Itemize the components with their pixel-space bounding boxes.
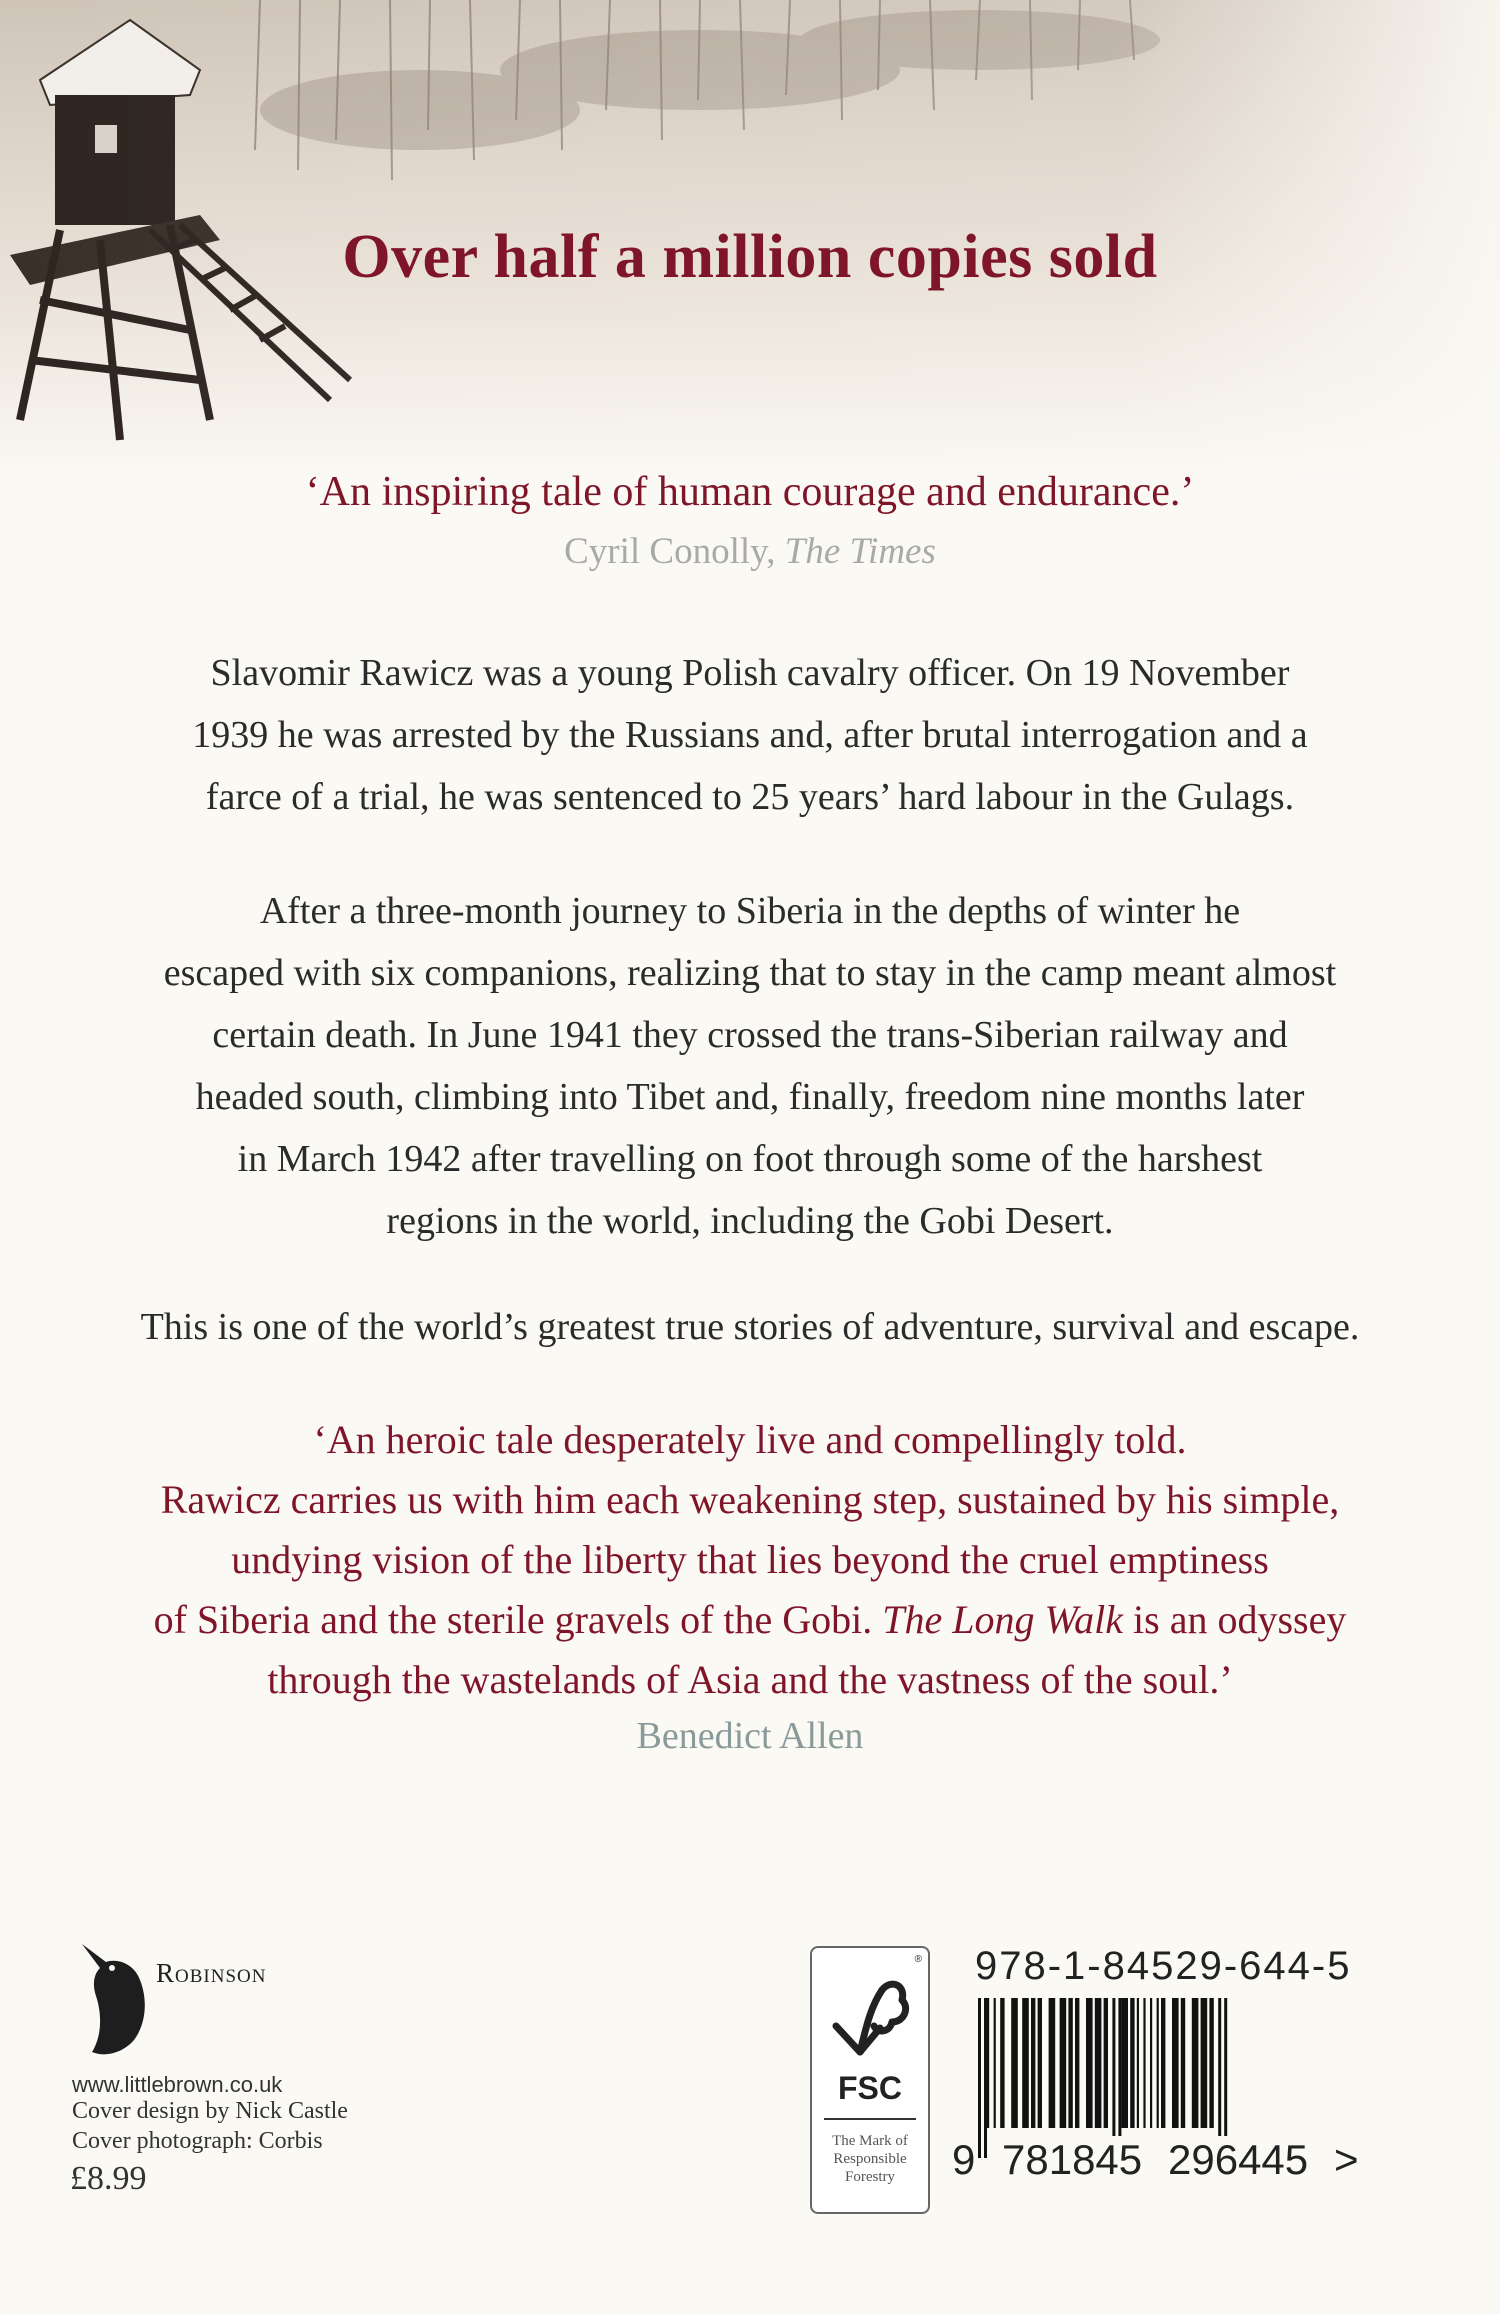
blurb-paragraph-3: This is one of the world’s greatest true stories of adventure, survival and escape.	[140, 1306, 1360, 1348]
registered-mark: ®	[914, 1954, 922, 1965]
blurb-line: in March 1942 after travelling on foot through some of the harshest	[237, 1138, 1263, 1180]
barcode-bar	[1060, 1998, 1067, 2128]
fsc-tagline-line: Responsible	[833, 2151, 907, 2167]
barcode-bar	[1031, 1998, 1035, 2128]
barcode-guard-bar	[978, 1998, 981, 2158]
blurb-line: escaped with six companions, realizing that to stay in the camp meant almost	[163, 952, 1337, 994]
fsc-tagline	[812, 2132, 928, 2186]
blurb-line: headed south, climbing into Tibet and, finally, freedom nine months later	[195, 1076, 1305, 1118]
barcode-bar	[1121, 1998, 1128, 2128]
barcode-bar	[1049, 1998, 1056, 2128]
barcode-bar	[1157, 1998, 1159, 2128]
barcode-first-digit: 9	[952, 2136, 976, 2183]
isbn-number: 978-1-84529-644-5	[975, 1944, 1352, 1988]
review-quote-1: ‘An inspiring tale of human courage and endurance.’	[305, 469, 1195, 515]
barcode-guard-bar	[1112, 1998, 1115, 2158]
barcode-bar	[1130, 1998, 1134, 2128]
fsc-label: FSC	[838, 2070, 902, 2106]
barcode-bar	[1000, 1998, 1004, 2128]
publisher-website-link[interactable]: www.littlebrown.co.uk	[72, 2072, 283, 2097]
barcode-bar	[994, 1998, 996, 2128]
cover-design-credit: Cover design by Nick Castle	[72, 2098, 348, 2124]
barcode-bar	[1022, 1998, 1029, 2128]
blurb-paragraph-1	[0, 642, 1500, 828]
barcode-bar	[1172, 1998, 1179, 2128]
barcode-bar	[1095, 1998, 1102, 2128]
book-title-italic: The Long Walk	[882, 1597, 1124, 1642]
barcode-guard-bar	[1218, 1998, 1221, 2158]
barcode-bar	[1086, 1998, 1093, 2128]
barcode-bar	[1038, 1998, 1042, 2128]
barcode-arrow: >	[1334, 2136, 1359, 2183]
barcode-bar	[1075, 1998, 1079, 2128]
barcode-guard-bar	[1118, 1998, 1121, 2158]
fsc-certification-mark	[810, 1946, 930, 2214]
barcode-bar	[1209, 1998, 1213, 2128]
isbn-barcode	[976, 1998, 1336, 2158]
barcode-bar	[1068, 1998, 1072, 2128]
barcode-bar	[1192, 1998, 1199, 2128]
barcode-bar	[1137, 1998, 1139, 2128]
quote-line: through the wastelands of Asia and the vastness of the soul.’	[267, 1657, 1233, 1702]
barcode-bar	[1104, 1998, 1108, 2128]
fsc-tree-icon	[826, 1968, 914, 2068]
barcode-bar	[1181, 1998, 1185, 2128]
blurb-line: After a three-month journey to Siberia in the depths of winter he	[259, 890, 1241, 932]
fsc-tagline-line: The Mark of	[832, 2133, 908, 2149]
blurb-paragraph-2	[0, 880, 1500, 1252]
barcode-guard-bar	[1224, 1998, 1227, 2158]
fsc-divider	[824, 2118, 916, 2120]
blurb-line: regions in the world, including the Gobi Desert.	[386, 1200, 1114, 1242]
quote-text: is an odyssey	[1123, 1597, 1347, 1642]
blurb-line: Slavomir Rawicz was a young Polish cavalry officer. On 19 November	[210, 652, 1290, 694]
blurb-line: certain death. In June 1941 they crossed the trans-Siberian railway and	[212, 1014, 1288, 1056]
blurb-line: 1939 he was arrested by the Russians and, after brutal interrogation and a	[192, 714, 1308, 756]
review-quote-2	[0, 1410, 1500, 1710]
barcode-bar	[1011, 1998, 1018, 2128]
fsc-tagline-line: Forestry	[845, 2169, 895, 2185]
blurb-line: farce of a trial, he was sentenced to 25 years’ hard labour in the Gulags.	[205, 776, 1295, 818]
review-quote-1-attribution	[0, 530, 1500, 573]
barcode-bar	[987, 1998, 989, 2128]
review-quote-2-attribution: Benedict Allen	[636, 1715, 864, 1757]
barcode-digit-group-1: 781845	[1002, 2136, 1143, 2183]
quote-line: undying vision of the liberty that lies beyond the cruel emptiness	[231, 1537, 1269, 1582]
barcode-bar	[1150, 1998, 1152, 2128]
quote-line: ‘An heroic tale desperately live and compellingly told.	[313, 1417, 1187, 1462]
publisher-name: Robinson	[156, 1958, 267, 1988]
quote-line: Rawicz carries us with him each weakening step, sustained by his simple,	[160, 1477, 1340, 1522]
headline-sales-claim: Over half a million copies sold	[342, 223, 1158, 291]
attribution-name: Cyril Conolly,	[564, 531, 776, 572]
cover-photo-credit: Cover photograph: Corbis	[72, 2128, 323, 2154]
price-label: £8.99	[70, 2160, 147, 2197]
quote-line	[0, 1590, 1500, 1650]
quote-text: of Siberia and the sterile gravels of the Gobi.	[153, 1597, 883, 1642]
barcode-bar	[1201, 1998, 1208, 2128]
barcode-digit-group-2: 296445	[1168, 2136, 1309, 2183]
barcode-bar	[1143, 1998, 1145, 2128]
barcode-bar	[1161, 1998, 1165, 2128]
barcode-guard-bar	[984, 1998, 987, 2158]
attribution-source: The Times	[784, 531, 936, 572]
